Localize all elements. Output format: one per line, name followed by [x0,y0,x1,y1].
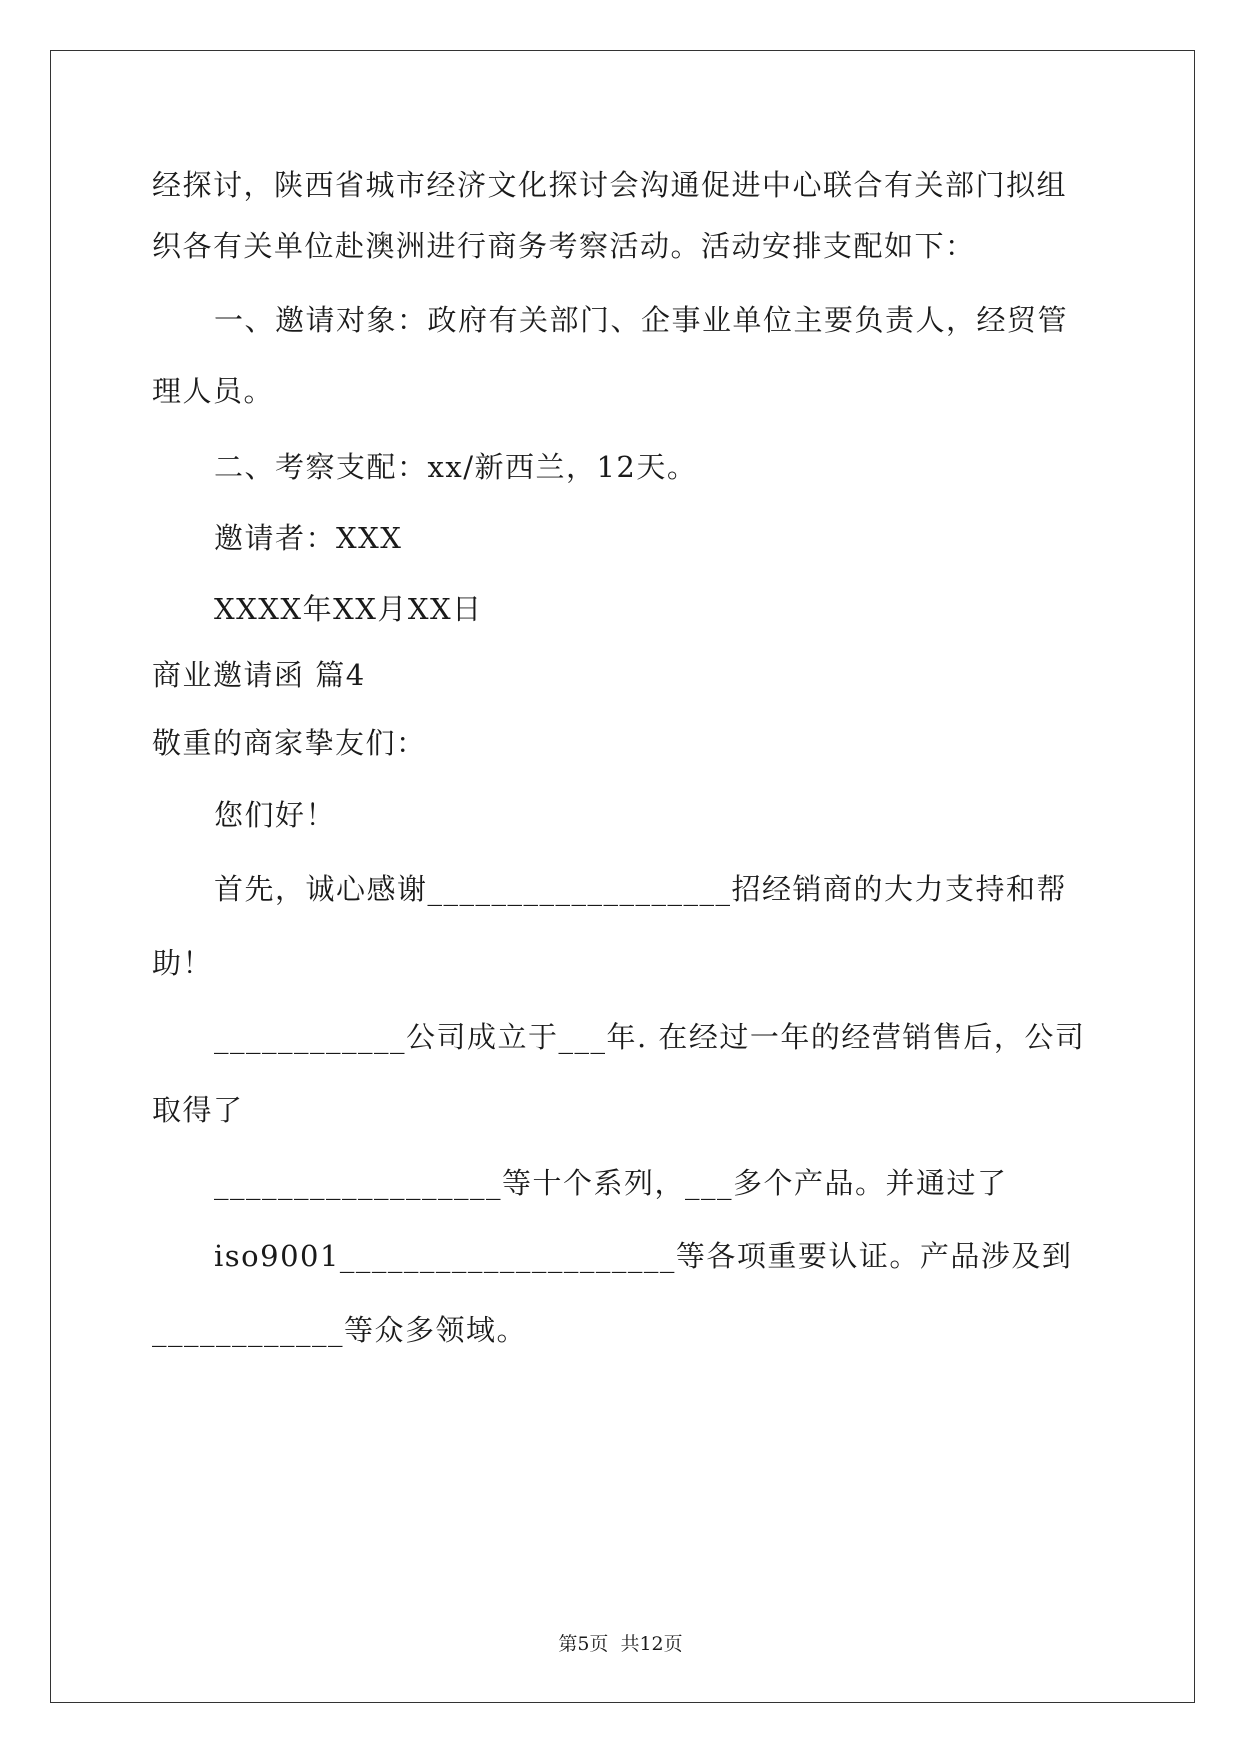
paragraph-line: 二、考察支配：xx/新西兰，12天。 [214,450,698,484]
section-heading: 商业邀请函 篇4 [152,658,366,692]
date-line: XXXX年XX月XX日 [214,592,483,626]
paragraph-line: 助！ [152,946,214,980]
paragraph-line: 经探讨，陕西省城市经济文化探讨会沟通促进中心联合有关部门拟组 [152,168,1068,202]
paragraph-line: 一、邀请对象：政府有关部门、企事业单位主要负责人，经贸管 [214,303,1069,337]
signer-line: 邀请者：XXX [214,521,403,555]
page-footer [0,1632,1241,1656]
page-total: 共12页 [620,1633,683,1655]
page-number: 第5页 [558,1633,609,1655]
paragraph-line: iso9001_____________________等各项重要认证。产品涉及到 [214,1239,1073,1273]
paragraph-line: 织各有关单位赴澳洲进行商务考察活动。活动安排支配如下： [152,229,976,263]
paragraph-line: __________________等十个系列，___多个产品。并通过了 [214,1166,1008,1200]
paragraph-line: ____________等众多领域。 [152,1313,528,1347]
paragraph-line: 首先，诚心感谢___________________招经销商的大力支持和帮 [214,872,1068,906]
paragraph-line: ____________公司成立于___年. 在经过一年的经营销售后，公司 [214,1020,1086,1054]
salutation: 敬重的商家挚友们： [152,726,427,760]
paragraph-line: 取得了 [152,1093,244,1127]
greeting: 您们好！ [214,798,337,832]
paragraph-line: 理人员。 [152,374,275,408]
